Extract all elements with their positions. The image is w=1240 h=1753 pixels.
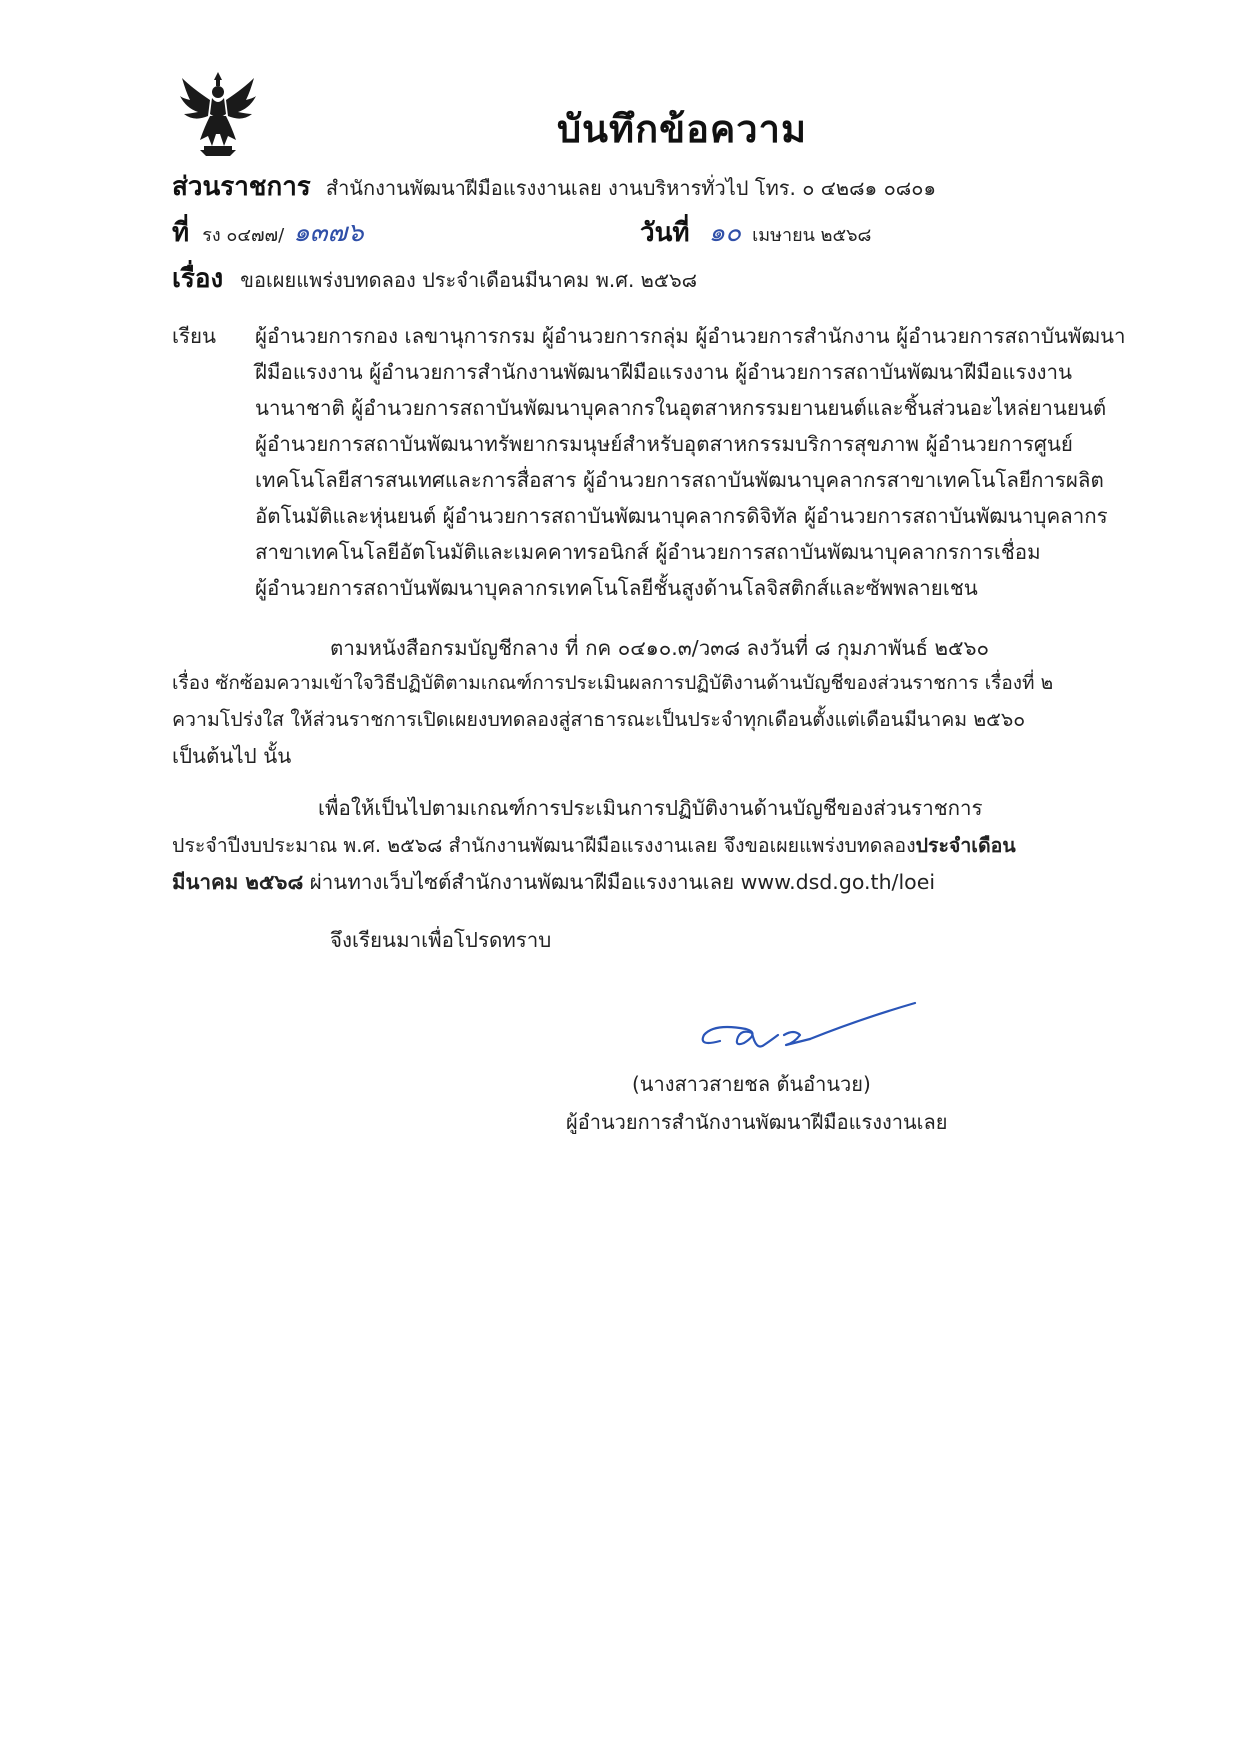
to-line: เทคโนโลยีสารสนเทศและการสื่อสาร ผู้อำนวยการสถาบันพัฒนาบุคลากรสาขาเทคโนโลยีการผลิต xyxy=(255,468,1104,492)
agency-text: สำนักงานพัฒนาฝีมือแรงงานเลย งานบริหารทั่วไป โทร. ๐ ๔๒๘๑ ๐๘๐๑ xyxy=(325,176,937,200)
signer-name: (นางสาวสายชล ต้นอำนวย) xyxy=(632,1072,871,1096)
date-text: เมษายน ๒๕๖๘ xyxy=(752,225,872,246)
para1-line: ความโปร่งใส ให้ส่วนราชการเปิดเผยงบทดลองสู่สาธารณะเป็นประจำทุกเดือนตั้งแต่เดือนมีนาคม ๒๕๖๐ xyxy=(172,708,1026,731)
agency-row xyxy=(172,166,936,207)
ref-row xyxy=(172,212,364,253)
to-label: เรียน xyxy=(172,324,217,348)
agency-label: ส่วนราชการ xyxy=(172,172,311,202)
date-row xyxy=(640,212,871,253)
closing-text: จึงเรียนมาเพื่อโปรดทราบ xyxy=(330,928,552,952)
ref-text: รง ๐๔๗๗/ xyxy=(202,225,285,246)
ref-handwritten: ๑๓๗๖ xyxy=(293,218,364,248)
para2-bold-text: มีนาคม ๒๕๖๘ xyxy=(172,870,304,894)
to-line: ผู้อำนวยการสถาบันพัฒนาบุคลากรเทคโนโลยีชั้นสูงด้านโลจิสติกส์และซัพพลายเชน xyxy=(255,576,978,600)
ref-label: ที่ xyxy=(172,218,190,248)
to-line: ผู้อำนวยการสถาบันพัฒนาทรัพยากรมนุษย์สำหรับอุตสาหกรรมบริการสุขภาพ ผู้อำนวยการศูนย์ xyxy=(255,432,1073,456)
para2-bold-text: ประจำเดือน xyxy=(915,834,1016,857)
signature-icon xyxy=(690,995,930,1065)
to-line: อัตโนมัติและหุ่นยนต์ ผู้อำนวยการสถาบันพัฒนาบุคลากรดิจิทัล ผู้อำนวยการสถาบันพัฒนาบุคลากร xyxy=(255,504,1108,528)
para2-line xyxy=(172,830,1016,861)
subject-row xyxy=(172,258,697,299)
to-line: นานาชาติ ผู้อำนวยการสถาบันพัฒนาบุคลากรในอุตสาหกรรมยานยนต์และชิ้นส่วนอะไหล่ยานยนต์ xyxy=(255,396,1107,420)
para1-line: เป็นต้นไป นั้น xyxy=(172,744,292,768)
subject-label: เรื่อง xyxy=(172,264,224,294)
para1-line: ตามหนังสือกรมบัญชีกลาง ที่ กค ๐๔๑๐.๓/ว๓๘ ลงวันที่ ๘ กุมภาพันธ์ ๒๕๖๐ xyxy=(330,636,990,660)
to-line: ฝีมือแรงงาน ผู้อำนวยการสำนักงานพัฒนาฝีมือแรงงาน ผู้อำนวยการสถาบันพัฒนาฝีมือแรงงาน xyxy=(255,360,1073,384)
signer-position: ผู้อำนวยการสำนักงานพัฒนาฝีมือแรงงานเลย xyxy=(566,1110,948,1134)
para2-line xyxy=(172,866,935,899)
para2-text: ประจำปีงบประมาณ พ.ศ. ๒๕๖๘ สำนักงานพัฒนาฝีมือแรงงานเลย จึงขอเผยแพร่งบทดลอง xyxy=(172,834,916,857)
date-handwritten: ๑๐ xyxy=(708,218,741,248)
para2-text: ผ่านทางเว็บไซต์สำนักงานพัฒนาฝีมือแรงงานเลย www.dsd.go.th/loei xyxy=(303,870,936,894)
subject-text: ขอเผยแพร่งบทดลอง ประจำเดือนมีนาคม พ.ศ. ๒๕๖๘ xyxy=(240,268,698,292)
to-line: ผู้อำนวยการกอง เลขานุการกรม ผู้อำนวยการกลุ่ม ผู้อำนวยการสำนักงาน ผู้อำนวยการสถาบันพัฒนา xyxy=(255,324,1126,348)
memo-title: บันทึกข้อความ xyxy=(556,107,808,151)
date-label: วันที่ xyxy=(640,218,690,248)
para1-line: เรื่อง ซักซ้อมความเข้าใจวิธีปฏิบัติตามเกณฑ์การประเมินผลการปฏิบัติงานด้านบัญชีของส่วนราชการ เรื่องที่ ๒ xyxy=(172,672,1054,694)
para2-line: เพื่อให้เป็นไปตามเกณฑ์การประเมินการปฏิบัติงานด้านบัญชีของส่วนราชการ xyxy=(318,796,983,820)
to-line: สาขาเทคโนโลยีอัตโนมัติและเมคคาทรอนิกส์ ผู้อำนวยการสถาบันพัฒนาบุคลากรการเชื่อม xyxy=(255,540,1041,564)
